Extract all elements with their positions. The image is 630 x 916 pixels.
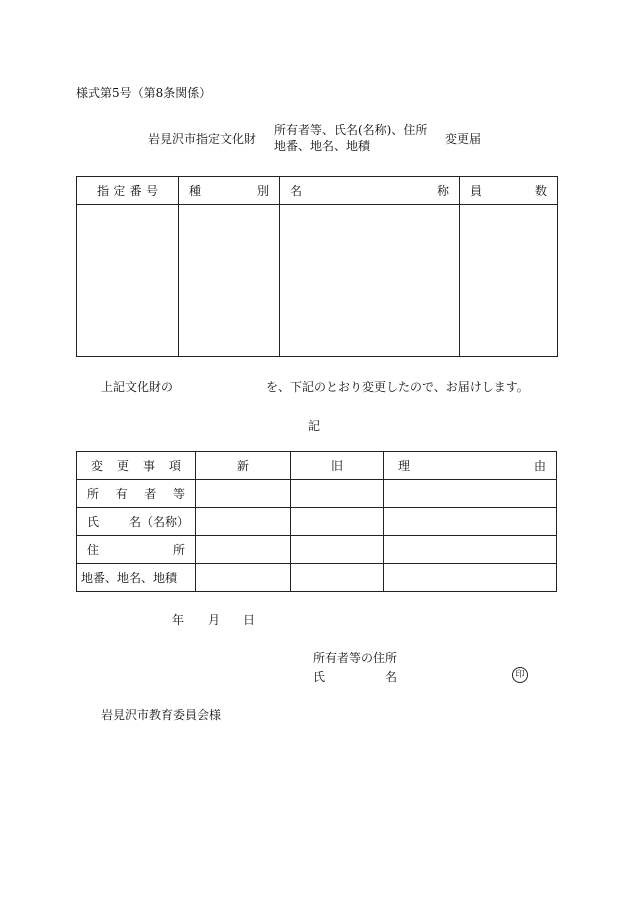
header-new: 新 [196,452,291,480]
change-table [76,451,557,592]
address-new-cell [196,536,291,564]
address-old-cell [291,536,384,564]
header-change-item: 変 更 事 項 [77,452,196,480]
row-label-owner: 所 有 者 等 [77,480,196,508]
name-old-cell [291,508,384,536]
property-table-entry-row [77,205,558,357]
lot-reason-cell [384,564,557,592]
row-label-address: 住 所 [77,536,196,564]
title-middle-line1: 所有者等、氏名(名称)、住所 [274,123,428,137]
owner-address-label: 所有者等の住所 [313,651,398,665]
statement-suffix: を、下記のとおり変更したので、お届けします。 [266,380,529,394]
lot-new-cell [196,564,291,592]
form-number: 様式第5号（第8条関係） [76,86,212,100]
date-year-label: 年 [172,613,185,627]
change-row-address [77,536,557,564]
header-count: 員 数 [460,177,558,205]
owner-new-cell [196,480,291,508]
change-row-lot [77,564,557,592]
title-middle-line2: 地番、地名、地積 [274,139,371,153]
header-name: 名 称 [280,177,460,205]
header-type: 種 別 [179,177,280,205]
name-cell [280,205,460,357]
statement-prefix: 上記文化財の [101,380,174,394]
address-reason-cell [384,536,557,564]
row-label-name: 氏 名（名称） [77,508,196,536]
addressee: 岩見沢市教育委員会様 [101,708,222,722]
count-cell [460,205,558,357]
date-month-label: 月 [208,613,221,627]
name-reason-cell [384,508,557,536]
title-suffix: 変更届 [445,132,482,146]
change-table-header-row [77,452,557,480]
owner-name-label-2: 名 [385,670,398,684]
owner-old-cell [291,480,384,508]
type-cell [179,205,280,357]
title-prefix: 岩見沢市指定文化財 [148,132,257,146]
header-designation-number: 指 定 番 号 [77,177,179,205]
date-day-label: 日 [243,613,256,627]
row-label-lot: 地番、地名、地積 [77,564,196,592]
change-row-owner [77,480,557,508]
seal-mark: 印 [512,667,528,683]
owner-name-label-1: 氏 [313,670,326,684]
property-table-header-row [77,177,558,205]
name-new-cell [196,508,291,536]
property-table [76,176,558,357]
ki-heading: 記 [308,419,321,433]
change-row-name [77,508,557,536]
designation-number-cell [77,205,179,357]
lot-old-cell [291,564,384,592]
header-old: 旧 [291,452,384,480]
owner-reason-cell [384,480,557,508]
header-reason: 理 由 [384,452,557,480]
